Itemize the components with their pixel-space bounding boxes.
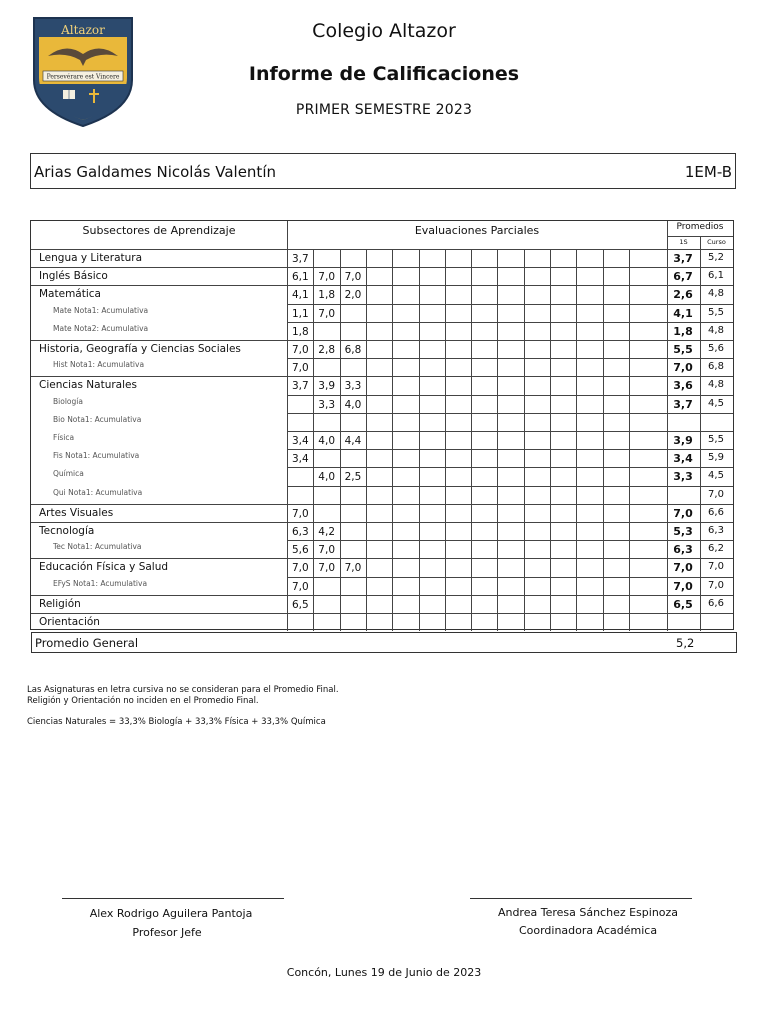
table-row [31,267,733,285]
note-science-formula: Ciencias Naturales = 33,3% Biología + 33,3% Física + 33,3% Química [27,717,326,727]
grade-cell: 6,5 [292,598,309,611]
table-row [31,467,733,485]
table-row [31,595,733,613]
subject-name: Tecnología [39,525,95,537]
table-row [31,376,733,394]
student-course: 1EM-B [684,163,732,181]
table-row [31,449,733,467]
grade-cell: 3,4 [292,453,309,466]
subject-name: Matemática [39,288,101,301]
grade-cell: 6,3 [292,526,309,538]
header-course: Curso [707,238,726,246]
grade-cell: 7,0 [318,271,335,284]
table-row [31,522,733,540]
course-average: 5,6 [708,343,724,354]
grade-cell: 7,0 [318,544,335,557]
general-average-row [31,632,737,653]
table-row [31,395,733,413]
crest-title: Altazor [61,23,105,37]
table-row [31,285,733,303]
signature-right-role: Coordinadora Académica [518,924,658,937]
grade-cell: 3,7 [292,253,309,265]
grade-cell: 4,0 [344,398,362,411]
signature-right-name: Andrea Teresa Sánchez Espinoza [497,906,679,919]
student-info-box [30,153,736,189]
course-average: 4,5 [708,397,724,409]
report-title: Informe de Calificaciones [248,63,520,85]
grade-cell: 3,3 [318,398,335,411]
table-row [31,358,733,376]
subject-name: Orientación [39,616,100,628]
semester-average: 3,6 [673,379,693,393]
subject-name: Química [53,469,84,479]
course-average: 5,5 [708,434,724,445]
table-row [31,613,733,631]
semester-average: 3,4 [673,452,693,466]
grade-cell: 2,0 [344,289,362,302]
subject-name: Historia, Geografía y Ciencias Sociales [39,343,241,355]
semester-average: 3,7 [673,397,693,411]
subject-name: Mate Nota1: Acumulativa [53,305,149,315]
course-average: 5,2 [708,252,724,263]
note-excluded-subjects: Religión y Orientación no inciden en el Promedio Final. [27,696,259,706]
course-average: 6,2 [708,543,724,555]
table-row [31,340,733,358]
semester-average: 3,7 [673,252,693,265]
course-average: 6,6 [708,506,724,518]
semester-average: 5,5 [673,343,693,356]
subject-name: Bio Nota1: Acumulativa [53,414,142,424]
course-average: 6,3 [708,525,724,536]
course-average: 4,8 [708,324,724,336]
grade-cell: 4,0 [318,435,335,447]
signature-line-right [470,898,692,899]
semester-average: 6,7 [673,270,693,284]
semester-average: 4,1 [673,306,693,320]
grade-cell: 6,1 [292,271,309,284]
semester-average: 5,3 [673,525,693,538]
semester-label: PRIMER SEMESTRE 2023 [295,102,473,118]
grade-cell: 7,0 [292,362,309,375]
grade-cell: 7,0 [318,562,335,575]
grade-cell: 7,0 [344,271,362,284]
subject-name: Religión [39,597,81,610]
grade-cell: 3,9 [318,380,335,393]
grade-cell: 7,0 [344,562,362,575]
grade-cell: 5,6 [292,544,309,557]
grade-cell: 3,7 [292,380,309,393]
signature-line-left [62,898,284,899]
grade-cell: 6,8 [344,344,362,356]
table-row [31,486,733,504]
table-row [31,322,733,340]
grades-table [30,220,734,630]
subject-name: Artes Visuales [39,506,114,519]
semester-average: 6,3 [673,543,693,557]
header-1s: 1S [679,238,688,246]
course-average: 6,8 [708,361,724,373]
semester-average: 2,6 [673,288,693,302]
table-row [31,431,733,449]
subject-name: Inglés Básico [39,270,108,283]
school-name: Colegio Altazor [312,20,456,42]
note-italic-subjects: Las Asignaturas en letra cursiva no se consideran para el Promedio Final. [27,685,339,695]
table-row [31,304,733,322]
table-row [31,413,733,431]
signature-left-name: Alex Rodrigo Aguilera Pantoja [89,907,253,920]
table-row [31,249,733,267]
grade-cell: 1,1 [292,307,309,320]
subject-name: Física [53,433,75,442]
general-average-value: 5,2 [676,636,695,650]
course-average: 4,5 [708,470,724,482]
subject-name: Lengua y Literatura [39,252,143,264]
subject-name: Fis Nota1: Acumulativa [53,451,140,461]
grade-cell: 2,5 [344,471,362,484]
table-row [31,504,733,522]
subject-name: EFyS Nota1: Acumulativa [53,578,148,588]
header-evaluations: Evaluaciones Parciales [414,224,540,237]
table-row [31,558,733,576]
course-average: 6,1 [708,270,724,282]
subject-name: Ciencias Naturales [39,379,137,392]
grade-cell: 4,4 [344,435,362,447]
semester-average: 3,9 [673,434,693,447]
course-average: 7,0 [708,561,724,573]
course-average: 7,0 [708,579,724,591]
grade-cell: 7,0 [318,307,335,320]
crest-motto: Persevérare est Vincere [46,73,120,81]
table-row [31,577,733,595]
grade-cell: 4,1 [292,289,309,302]
grade-cell: 4,0 [318,471,335,484]
semester-average: 7,0 [673,506,693,520]
grade-cell: 3,4 [292,435,309,447]
subject-name: Biología [53,396,83,406]
header-averages: Promedios [676,222,724,232]
course-average: 6,6 [708,597,724,609]
grade-cell: 3,3 [344,380,362,393]
semester-average: 3,3 [673,470,693,484]
header-subjects: Subsectores de Aprendizaje [82,224,236,237]
course-average: 5,5 [708,306,724,318]
subject-name: Mate Nota2: Acumulativa [53,323,149,333]
grade-cell: 4,2 [318,526,335,538]
grade-cell: 2,8 [318,344,335,356]
course-average: 4,8 [708,379,724,391]
semester-average: 1,8 [673,324,693,338]
student-name: Arias Galdames Nicolás Valentín [34,163,276,181]
grade-cell: 1,8 [292,325,309,338]
course-average: 5,9 [708,452,724,464]
course-average: 7,0 [708,488,724,500]
signature-left-role: Profesor Jefe [132,926,202,939]
course-average: 4,8 [708,288,724,300]
subject-name: Hist Nota1: Acumulativa [53,360,145,370]
grade-cell: 7,0 [292,580,309,593]
grade-cell: 1,8 [318,289,335,302]
grade-cell: 7,0 [292,344,309,356]
subject-name: Tec Nota1: Acumulativa [53,542,142,552]
grade-cell: 7,0 [292,562,309,575]
subject-name: Educación Física y Salud [39,561,169,574]
table-row [31,540,733,558]
semester-average: 7,0 [673,361,693,375]
semester-average: 7,0 [673,579,693,593]
grade-cell: 7,0 [292,507,309,520]
semester-average: 6,5 [673,597,693,611]
report-date-footer: Concón, Lunes 19 de Junio de 2023 [286,966,482,979]
general-average-label: Promedio General [35,636,139,650]
semester-average: 7,0 [673,561,693,575]
subject-name: Qui Nota1: Acumulativa [53,487,143,497]
